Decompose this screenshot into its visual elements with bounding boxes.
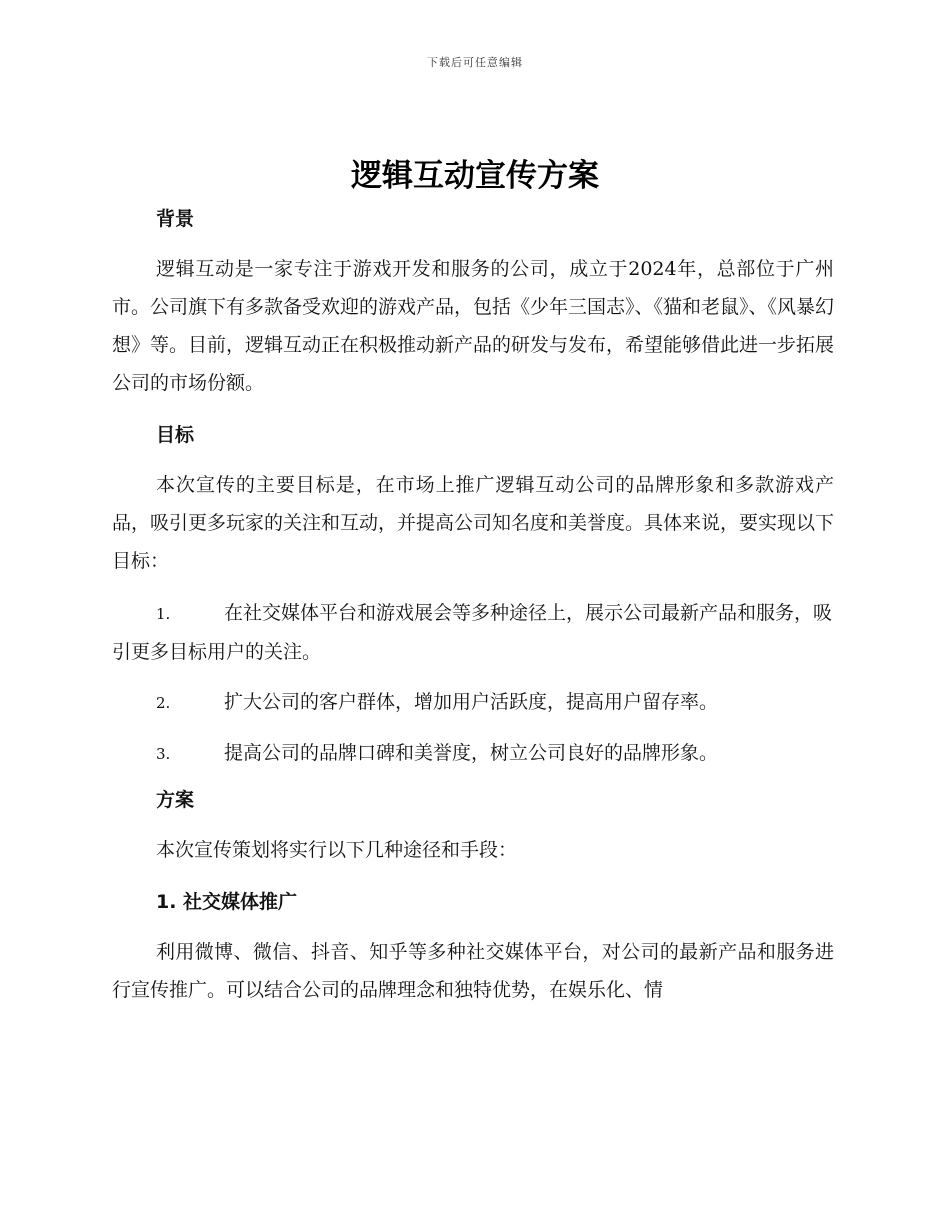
list-text: 扩大公司的客户群体，增加用户活跃度，提高用户留存率。	[224, 691, 719, 713]
list-text: 提高公司的品牌口碑和美誉度，树立公司良好的品牌形象。	[224, 742, 719, 764]
plan-intro: 本次宣传策划将实行以下几种途径和手段：	[156, 839, 518, 861]
list-text: 在社交媒体平台和游戏展会等多种途径上，展示公司最新产品和服务，吸引更多目标用户的关注。	[112, 602, 833, 663]
goals-heading: 目标	[156, 424, 195, 446]
list-number: 2.	[156, 694, 171, 712]
header-note: 下载后可任意编辑	[427, 56, 523, 69]
goal-list-item	[112, 734, 834, 773]
goals-paragraph: 本次宣传的主要目标是，在市场上推广逻辑互动公司的品牌形象和多款游戏产品，吸引更多玩家的关注和互动，并提高公司知名度和美誉度。具体来说，要实现以下目标：	[112, 474, 835, 572]
list-number: 3.	[156, 745, 171, 763]
list-number: 1.	[156, 605, 171, 623]
social-media-paragraph: 利用微博、微信、抖音、知乎等多种社交媒体平台，对公司的最新产品和服务进行宣传推广。可以结合公司的品牌理念和独特优势，在娱乐化、情	[112, 941, 834, 1001]
goal-list-item	[112, 594, 834, 671]
background-paragraph: 逻辑互动是一家专注于游戏开发和服务的公司，成立于2024年，总部位于广州市。公司旗下有多款备受欢迎的游戏产品，包括《少年三国志》、《猫和老鼠》、《风暴幻想》等。目前，逻辑互动正在积极推动新产品的研发与发布，希望能够借此进一步拓展公司的市场份额。	[112, 258, 835, 394]
social-media-heading: 1. 社交媒体推广	[156, 891, 298, 913]
document-body	[112, 200, 834, 1023]
document-title: 逻辑互动宣传方案	[351, 158, 599, 194]
goal-list-item	[112, 683, 834, 722]
plan-heading: 方案	[156, 789, 195, 811]
background-heading: 背景	[156, 208, 195, 230]
